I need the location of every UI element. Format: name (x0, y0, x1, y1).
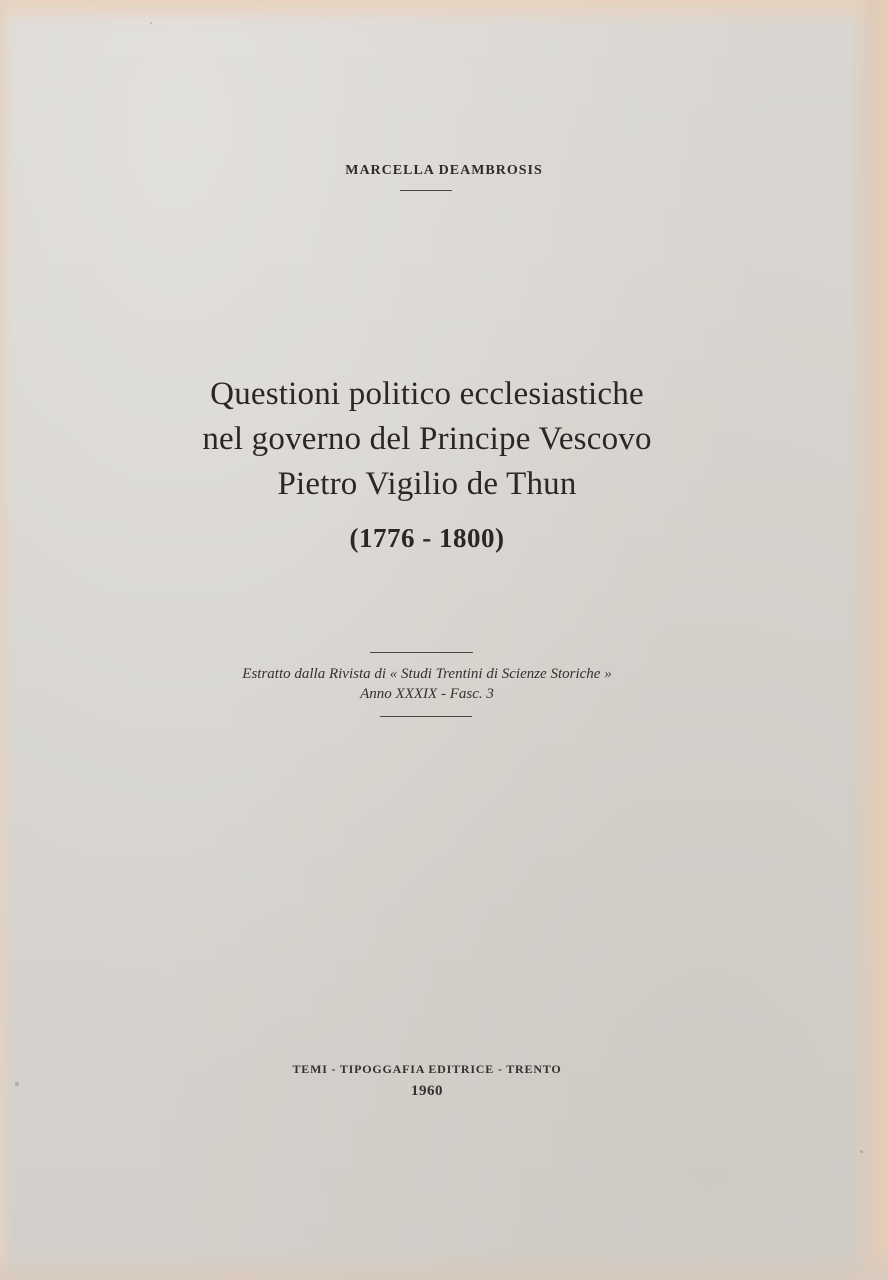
document-title (0, 372, 854, 507)
extract-rule-top (370, 652, 473, 653)
paper-edge-top (0, 0, 888, 26)
author-underline (400, 190, 452, 191)
extract-rule-bottom (380, 716, 472, 717)
paper-edge-bottom (0, 1250, 888, 1280)
extract-note (0, 664, 854, 704)
author-name: MARCELLA DEAMBROSIS (345, 163, 543, 178)
title-line-3: Pietro Vigilio de Thun (277, 466, 577, 502)
title-line-2: nel governo del Principe Vescovo (202, 421, 652, 457)
publisher: TEMI - TIPOGGAFIA EDITRICE - TRENTO (292, 1062, 562, 1076)
paper-speck (860, 1150, 863, 1153)
title-line-1: Questioni politico ecclesiastiche (210, 376, 644, 412)
title-dates: (1776 - 1800) (349, 523, 505, 553)
extract-line-2: Anno XXXIX - Fasc. 3 (360, 686, 494, 702)
publication-year: 1960 (411, 1083, 443, 1099)
paper-speck (150, 22, 152, 24)
paper-edge-right (848, 0, 888, 1280)
extract-line-1: Estratto dalla Rivista di « Studi Trentini di Scienze Storiche » (242, 666, 612, 682)
